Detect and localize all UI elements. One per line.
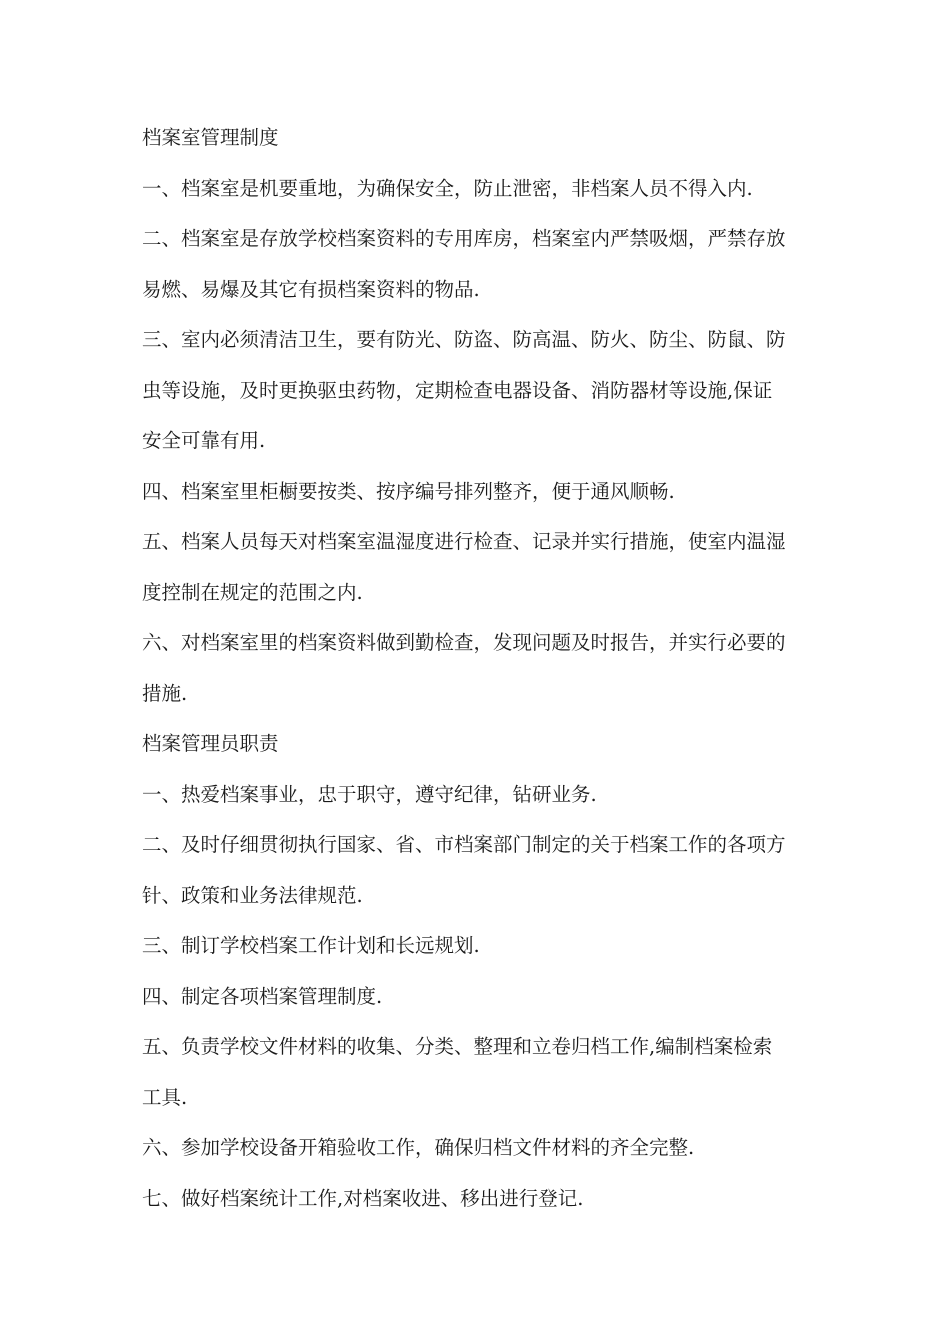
text-line: 五、档案人员每天对档案室温湿度进行检查、记录并实行措施，使室内温湿 (142, 530, 786, 553)
rule-item (142, 770, 816, 821)
text-line: 三、室内必须清洁卫生，要有防光、防盗、防高温、防火、防尘、防鼠、防 (142, 328, 786, 351)
rule-item (142, 1123, 816, 1174)
rule-item (142, 972, 816, 1023)
text-line: 针、政策和业务法律规范. (142, 883, 363, 907)
text-line: 度控制在规定的范围之内. (142, 580, 363, 604)
text-line: 虫等设施，及时更换驱虫药物，定期检查电器设备、消防器材等设施,保证 (142, 378, 773, 402)
text-line: 二、及时仔细贯彻执行国家、省、市档案部门制定的关于档案工作的各项方 (142, 833, 786, 856)
rule-item (142, 1022, 816, 1123)
text-line: 五、负责学校文件材料的收集、分类、整理和立卷归档工作,编制档案检索 (142, 1035, 773, 1058)
text-line: 六、参加学校设备开箱验收工作，确保归档文件材料的齐全完整. (142, 1136, 695, 1159)
text-line: 四、制定各项档案管理制度. (142, 984, 383, 1008)
section-heading: 档案管理员职责 (142, 732, 279, 755)
rule-item (142, 1174, 816, 1225)
text-line: 一、热爱档案事业，忠于职守，遵守纪律，钻研业务. (142, 782, 597, 806)
text-line: 三、制订学校档案工作计划和长远规划. (142, 934, 480, 957)
rule-item (142, 315, 816, 467)
document-body (142, 113, 816, 1224)
rule-item (142, 820, 816, 921)
rule-item (142, 517, 816, 618)
text-line: 七、做好档案统计工作,对档案收进、移出进行登记. (142, 1186, 584, 1210)
text-line: 四、档案室里柜橱要按类、按序编号排列整齐，便于通风顺畅. (142, 479, 675, 503)
text-line: 安全可靠有用. (142, 429, 266, 452)
text-line: 六、对档案室里的档案资料做到勤检查，发现问题及时报告，并实行必要的 (142, 631, 786, 654)
rule-item (142, 164, 816, 215)
text-line: 二、档案室是存放学校档案资料的专用库房，档案室内严禁吸烟，严禁存放 (142, 227, 786, 250)
text-line: 措施. (142, 681, 188, 705)
rule-item (142, 618, 816, 719)
text-line: 工具. (142, 1085, 188, 1109)
section-heading: 档案室管理制度 (142, 126, 279, 149)
rule-item (142, 921, 816, 972)
text-line: 易燃、易爆及其它有损档案资料的物品. (142, 277, 480, 301)
rule-item (142, 467, 816, 518)
document-section (142, 113, 816, 719)
rule-item (142, 214, 816, 315)
document-section (142, 719, 816, 1224)
text-line: 一、档案室是机要重地，为确保安全，防止泄密，非档案人员不得入内. (142, 176, 753, 200)
